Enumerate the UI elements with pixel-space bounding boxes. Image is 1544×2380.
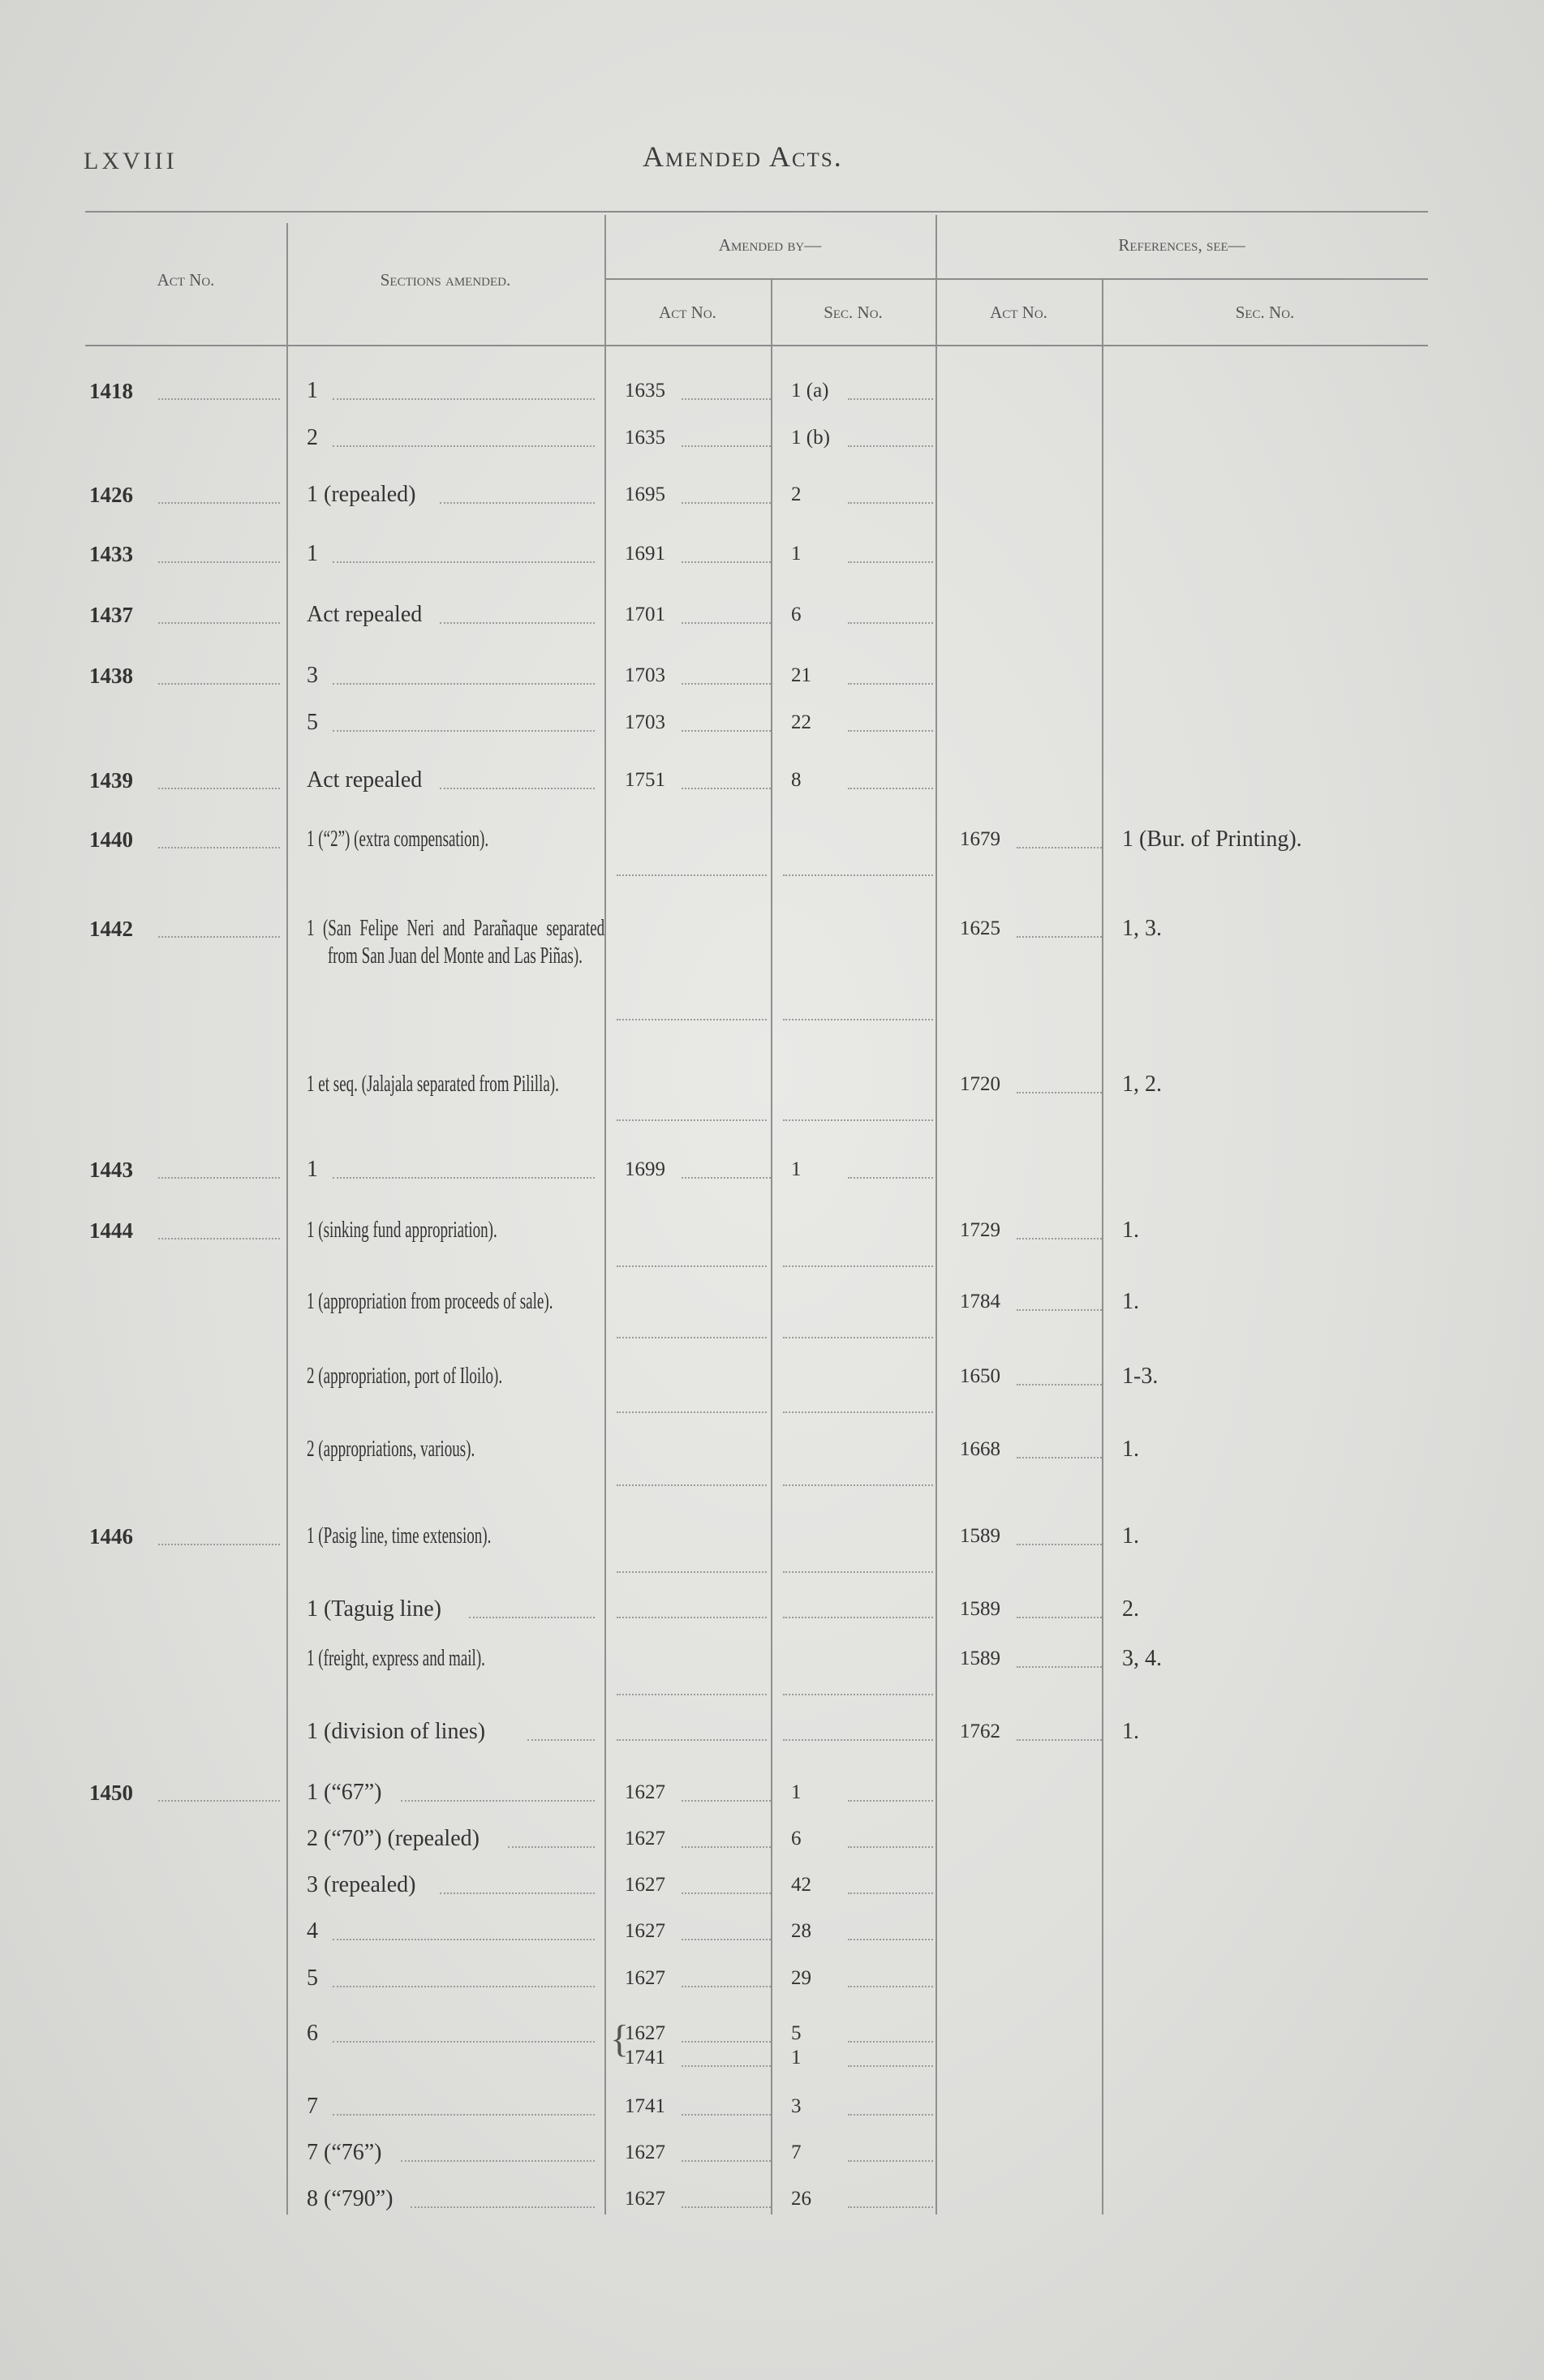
amended-section-number: 1 — [791, 1158, 802, 1180]
amended-section-number: 8 — [791, 769, 802, 791]
reference-act-number: 1650 — [960, 1365, 1000, 1387]
sections-amended-cell: 1 (division of lines) — [307, 1719, 486, 1744]
reference-act-number: 1762 — [960, 1721, 1000, 1742]
dot-leader — [158, 622, 280, 624]
dot-leader — [682, 683, 771, 685]
sections-amended-cell: 1 (sinking fund appropriation). — [307, 1218, 497, 1243]
dot-leader — [1017, 1617, 1102, 1618]
dot-leader — [401, 2160, 595, 2162]
amended-act-number: 1627 — [625, 2188, 665, 2210]
dot-leader — [682, 788, 771, 789]
dot-leader — [158, 1177, 280, 1179]
act-number: 1446 — [89, 1524, 133, 1549]
act-number: 1450 — [89, 1781, 133, 1805]
amended-act-number: 1695 — [625, 483, 665, 505]
sections-amended-cell: 1 (Taguig line) — [307, 1596, 441, 1622]
amended-section-number: 28 — [791, 1920, 811, 1942]
amended-section-number: 7 — [791, 2142, 802, 2163]
act-number: 1433 — [89, 542, 133, 566]
header-amended-sec-no: Sec. No. — [824, 303, 883, 322]
column-rule-4 — [935, 215, 937, 2215]
dot-leader — [508, 1846, 595, 1848]
dot-leader — [333, 683, 595, 685]
dot-leader — [848, 730, 933, 732]
amended-act-number: 1627 — [625, 1920, 665, 1942]
amended-act-number: 1741 — [625, 2095, 665, 2117]
dot-leader — [783, 1739, 933, 1741]
sections-amended-cell: 1 et seq. (Jalajala separated from Pililla). — [307, 1072, 559, 1097]
dot-leader — [617, 1694, 767, 1695]
amended-section-number: 22 — [791, 711, 811, 733]
amended-section-number: 26 — [791, 2188, 811, 2210]
amended-section-number: 42 — [791, 1874, 811, 1896]
dot-leader — [617, 1484, 767, 1486]
sections-amended-cell: 7 — [307, 2094, 318, 2119]
dot-leader — [1017, 1384, 1102, 1385]
dot-leader — [158, 788, 280, 789]
sections-amended-cell: 1 — [307, 378, 318, 403]
column-rule-2 — [604, 215, 606, 2215]
dot-leader — [682, 502, 771, 504]
dot-leader — [682, 1939, 771, 1940]
dot-leader — [848, 1177, 933, 1179]
amended-section-number: 5 — [791, 2022, 802, 2044]
amended-section-number: 1 — [791, 2047, 802, 2069]
reference-act-number: 1668 — [960, 1438, 1000, 1460]
dot-leader — [617, 1411, 767, 1413]
dot-leader — [848, 1892, 933, 1894]
reference-section-number: 1 (Bur. of Printing). — [1122, 827, 1302, 852]
dot-leader — [401, 1800, 595, 1802]
dot-leader — [1017, 1666, 1102, 1668]
dot-leader — [333, 398, 595, 400]
reference-act-number: 1679 — [960, 828, 1000, 850]
dot-leader — [1017, 1544, 1102, 1545]
dot-leader — [158, 398, 280, 400]
dot-leader — [848, 561, 933, 563]
reference-section-number: 1, 2. — [1122, 1072, 1162, 1097]
header-ref-act-no: Act No. — [990, 303, 1047, 322]
dot-leader — [682, 2041, 771, 2043]
amended-act-number: 1627 — [625, 2022, 665, 2044]
dot-leader — [783, 1484, 933, 1486]
dot-leader — [682, 2160, 771, 2162]
amended-section-number: 1 — [791, 543, 802, 565]
dot-leader — [682, 1846, 771, 1848]
amended-act-number: 1751 — [625, 769, 665, 791]
dot-leader — [848, 2065, 933, 2067]
dot-leader — [848, 1986, 933, 1987]
dot-leader — [783, 1617, 933, 1618]
amended-act-number: 1741 — [625, 2047, 665, 2069]
column-rule-5 — [1102, 280, 1103, 2215]
act-number: 1439 — [89, 768, 133, 793]
amended-act-number: 1691 — [625, 543, 665, 565]
amended-act-number: 1703 — [625, 711, 665, 733]
dot-leader — [682, 622, 771, 624]
page-number: LXVIII — [84, 148, 178, 174]
dot-leader — [783, 1265, 933, 1267]
reference-section-number: 1. — [1122, 1719, 1139, 1744]
dot-leader — [617, 1265, 767, 1267]
sections-amended-cell: 6 — [307, 2021, 318, 2046]
dot-leader — [158, 1238, 280, 1239]
sections-amended-cell: 2 (appropriations, various). — [307, 1437, 475, 1462]
sections-amended-cell: 2 — [307, 425, 318, 450]
dot-leader — [440, 502, 595, 504]
dot-leader — [617, 1119, 767, 1121]
sections-amended-cell: Act repealed — [307, 602, 423, 627]
dot-leader — [158, 847, 280, 848]
reference-act-number: 1729 — [960, 1219, 1000, 1241]
header-references: References, see— — [1118, 235, 1245, 255]
dot-leader — [617, 1571, 767, 1573]
header-act-no: Act No. — [157, 270, 215, 290]
amended-act-number: 1703 — [625, 664, 665, 686]
dot-leader — [158, 502, 280, 504]
amended-act-number: 1699 — [625, 1158, 665, 1180]
dot-leader — [333, 1939, 595, 1940]
dot-leader — [783, 1411, 933, 1413]
dot-leader — [848, 622, 933, 624]
column-rule-3 — [771, 280, 772, 2215]
sections-amended-cell: 5 — [307, 1965, 318, 1991]
dot-leader — [682, 445, 771, 447]
reference-act-number: 1720 — [960, 1073, 1000, 1095]
amended-section-number: 1 (b) — [791, 427, 830, 449]
amended-section-number: 6 — [791, 604, 802, 625]
dot-leader — [617, 1739, 767, 1741]
sections-amended-cell: 8 (“790”) — [307, 2186, 394, 2211]
sections-amended-cell: 1 (repealed) — [307, 482, 416, 507]
sections-amended-cell: 2 (“70”) (repealed) — [307, 1826, 480, 1851]
sections-amended-cell: 1 (“67”) — [307, 1780, 382, 1805]
dot-leader — [848, 1846, 933, 1848]
dot-leader — [783, 1694, 933, 1695]
dot-leader — [158, 936, 280, 938]
reference-section-number: 1-3. — [1122, 1364, 1159, 1389]
sections-amended-cell: 3 (repealed) — [307, 1872, 416, 1897]
amended-act-number: 1627 — [625, 1874, 665, 1896]
table-top-rule — [85, 211, 1428, 213]
dot-leader — [333, 1177, 595, 1179]
dot-leader — [158, 1544, 280, 1545]
brace-mark: { — [610, 2017, 630, 2060]
dot-leader — [848, 1939, 933, 1940]
dot-leader — [682, 2065, 771, 2067]
dot-leader — [617, 1019, 767, 1020]
dot-leader — [848, 2160, 933, 2162]
dot-leader — [682, 398, 771, 400]
dot-leader — [848, 445, 933, 447]
dot-leader — [783, 1019, 933, 1020]
sections-amended-cell: 7 (“76”) — [307, 2140, 382, 2165]
dot-leader — [158, 683, 280, 685]
amended-act-number: 1627 — [625, 2142, 665, 2163]
dot-leader — [158, 1800, 280, 1802]
reference-section-number: 1, 3. — [1122, 916, 1162, 941]
sections-amended-cell: 2 (appropriation, port of Iloilo). — [307, 1364, 503, 1389]
sections-amended-cell: 5 — [307, 710, 318, 735]
dot-leader — [440, 788, 595, 789]
dot-leader — [682, 2114, 771, 2116]
reference-act-number: 1784 — [960, 1291, 1000, 1312]
reference-section-number: 1. — [1122, 1437, 1139, 1462]
dot-leader — [682, 561, 771, 563]
running-title: Amended Acts. — [643, 140, 843, 173]
amended-section-number: 3 — [791, 2095, 802, 2117]
dot-leader — [1017, 1238, 1102, 1239]
dot-leader — [617, 1617, 767, 1618]
sections-amended-cell: 1 (San Felipe Neri and Parañaque separated from San Juan del Monte and Las Piñas). — [307, 916, 605, 969]
dot-leader — [440, 622, 595, 624]
amended-act-number: 1635 — [625, 380, 665, 402]
sections-amended-cell: Act repealed — [307, 767, 423, 793]
dot-leader — [848, 683, 933, 685]
sections-amended-cell: 1 — [307, 541, 318, 566]
act-number: 1444 — [89, 1218, 133, 1243]
dot-leader — [333, 2114, 595, 2116]
header-mid-rule — [604, 278, 1428, 280]
dot-leader — [333, 445, 595, 447]
sections-amended-cell: 1 (“2”) (extra compensation). — [307, 827, 489, 852]
reference-section-number: 3, 4. — [1122, 1646, 1162, 1671]
dot-leader — [469, 1617, 595, 1618]
dot-leader — [333, 1986, 595, 1987]
dot-leader — [783, 874, 933, 876]
reference-act-number: 1625 — [960, 917, 1000, 939]
dot-leader — [682, 1892, 771, 1894]
dot-leader — [1017, 1092, 1102, 1093]
act-number: 1437 — [89, 603, 133, 627]
amended-act-number: 1627 — [625, 1967, 665, 1989]
dot-leader — [411, 2206, 595, 2208]
dot-leader — [682, 1800, 771, 1802]
header-sections-amended: Sections amended. — [380, 270, 511, 290]
dot-leader — [333, 2041, 595, 2043]
dot-leader — [783, 1119, 933, 1121]
dot-leader — [848, 2041, 933, 2043]
amended-act-number: 1635 — [625, 427, 665, 449]
dot-leader — [848, 2114, 933, 2116]
header-ref-sec-no: Sec. No. — [1235, 303, 1295, 322]
act-number: 1440 — [89, 827, 133, 852]
dot-leader — [1017, 1309, 1102, 1311]
amended-act-number: 1627 — [625, 1828, 665, 1849]
header-amended-act-no: Act No. — [659, 303, 716, 322]
dot-leader — [848, 502, 933, 504]
column-rule-1 — [286, 223, 288, 2215]
sections-amended-cell: 3 — [307, 663, 318, 688]
reference-section-number: 2. — [1122, 1596, 1139, 1622]
dot-leader — [617, 874, 767, 876]
amended-section-number: 1 — [791, 1781, 802, 1803]
dot-leader — [1017, 1739, 1102, 1741]
act-number: 1418 — [89, 379, 133, 403]
dot-leader — [682, 2206, 771, 2208]
dot-leader — [848, 788, 933, 789]
reference-section-number: 1. — [1122, 1523, 1139, 1549]
dot-leader — [682, 1177, 771, 1179]
amended-act-number: 1701 — [625, 604, 665, 625]
dot-leader — [333, 561, 595, 563]
reference-section-number: 1. — [1122, 1289, 1139, 1314]
dot-leader — [1017, 847, 1102, 848]
sections-amended-cell: 1 (appropriation from proceeds of sale). — [307, 1289, 553, 1314]
dot-leader — [848, 2206, 933, 2208]
dot-leader — [783, 1337, 933, 1338]
reference-act-number: 1589 — [960, 1648, 1000, 1669]
amended-section-number: 29 — [791, 1967, 811, 1989]
dot-leader — [440, 1892, 595, 1894]
sections-amended-cell: 1 (freight, express and mail). — [307, 1646, 485, 1671]
reference-section-number: 1. — [1122, 1218, 1139, 1243]
sections-amended-cell: 1 — [307, 1157, 318, 1182]
dot-leader — [682, 1986, 771, 1987]
dot-leader — [617, 1337, 767, 1338]
act-number: 1426 — [89, 483, 133, 507]
dot-leader — [1017, 1457, 1102, 1459]
dot-leader — [333, 730, 595, 732]
reference-act-number: 1589 — [960, 1598, 1000, 1620]
act-number: 1438 — [89, 664, 133, 688]
dot-leader — [783, 1571, 933, 1573]
act-number: 1443 — [89, 1158, 133, 1182]
dot-leader — [848, 1800, 933, 1802]
amended-section-number: 21 — [791, 664, 811, 686]
dot-leader — [848, 398, 933, 400]
amended-act-number: 1627 — [625, 1781, 665, 1803]
amended-section-number: 6 — [791, 1828, 802, 1849]
sections-amended-cell: 4 — [307, 1918, 318, 1944]
dot-leader — [1017, 936, 1102, 938]
sections-amended-cell: 1 (Pasig line, time extension). — [307, 1523, 492, 1549]
act-number: 1442 — [89, 917, 133, 941]
amended-section-number: 2 — [791, 483, 802, 505]
reference-act-number: 1589 — [960, 1525, 1000, 1547]
dot-leader — [158, 561, 280, 563]
header-amended-by: Amended by— — [718, 235, 822, 255]
amended-section-number: 1 (a) — [791, 380, 829, 402]
dot-leader — [682, 730, 771, 732]
dot-leader — [527, 1739, 595, 1741]
